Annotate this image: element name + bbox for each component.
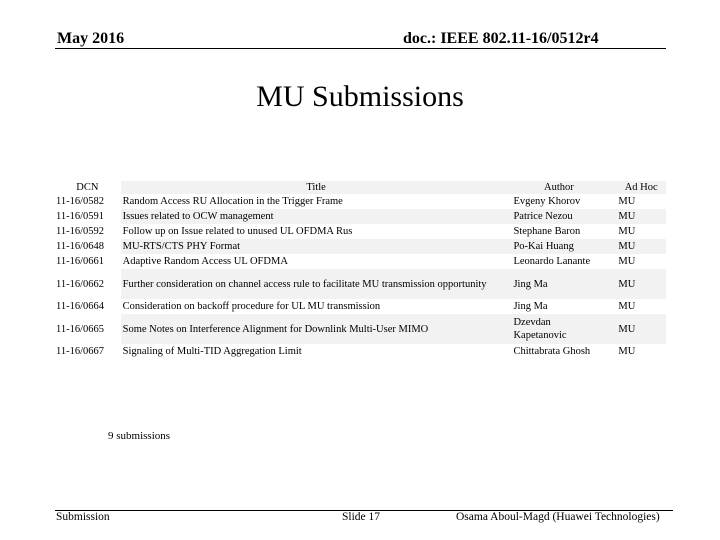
adhoc-cell: MU [618,301,636,312]
adhoc-cell: MU [606,209,666,224]
author-cell: Dzevdan Kapetanovic [511,314,606,344]
page-title: MU Submissions [256,80,464,113]
table-row [54,269,666,299]
dcn-cell: 11-16/0665 [56,323,105,335]
dcn-cell: 11-16/0661 [56,256,105,267]
table-row [54,239,666,254]
title-cell: Consideration on backoff procedure for UL MU transmission [122,301,381,312]
submission-count: 9 submissions [108,430,171,442]
adhoc-cell: MU [618,226,636,237]
table-row [54,299,666,314]
adhoc-cell: MU [618,256,636,267]
column-header-dcn: DCN [76,182,99,193]
author-cell: Stephane Baron [513,226,581,237]
author-cell: Jing Ma [513,301,548,312]
table-row [54,224,666,239]
author-cell: Patrice Nezou [511,209,606,224]
title-cell: MU-RTS/CTS PHY Format [121,239,512,254]
author-cell: Evgeny Khorov [513,196,581,207]
column-header-title: Title [121,181,512,194]
author-cell: Leonardo Lanante [513,256,591,267]
submissions-table [54,181,666,359]
author-cell: Chittabrata Ghosh [513,346,591,357]
title-cell: Issues related to OCW management [121,209,512,224]
footer-label: Submission [56,511,110,523]
dcn-cell: 11-16/0591 [56,211,105,222]
table-header-row [54,181,666,194]
title-cell: Signaling of Multi-TID Aggregation Limit [122,346,302,357]
adhoc-cell: MU [618,346,636,357]
header-date: May 2016 [57,30,125,47]
adhoc-cell: MU [606,314,666,344]
dcn-cell: 11-16/0582 [56,196,105,207]
title-cell: Adaptive Random Access UL OFDMA [122,256,288,267]
table-row [54,209,666,224]
author-cell: Po-Kai Huang [511,239,606,254]
dcn-cell: 11-16/0664 [56,301,105,312]
header-doc-number: doc.: IEEE 802.11-16/0512r4 [403,30,599,47]
footer-author: Osama Aboul-Magd (Huawei Technologies) [456,511,660,523]
title-cell: Random Access RU Allocation in the Trigger Frame [122,196,343,207]
dcn-cell: 11-16/0592 [56,226,105,237]
table-row [54,344,666,359]
dcn-cell: 11-16/0667 [56,346,105,357]
table-row [54,314,666,344]
adhoc-cell: MU [606,269,666,299]
title-cell: Further consideration on channel access rule to facilitate MU transmission opportunity [121,269,512,299]
adhoc-cell: MU [606,239,666,254]
title-cell: Some Notes on Interference Alignment for Downlink Multi-User MIMO [121,314,512,344]
table-row [54,194,666,209]
table-row [54,254,666,269]
title-cell: Follow up on Issue related to unused UL OFDMA Rus [122,226,353,237]
column-header-adhoc: Ad Hoc [606,181,666,194]
dcn-cell: 11-16/0648 [56,241,105,252]
column-header-author: Author [511,181,606,194]
author-cell: Jing Ma [511,269,606,299]
adhoc-cell: MU [618,196,636,207]
dcn-cell: 11-16/0662 [56,278,105,290]
slide-number: Slide 17 [342,511,381,523]
header-rule [55,48,666,49]
